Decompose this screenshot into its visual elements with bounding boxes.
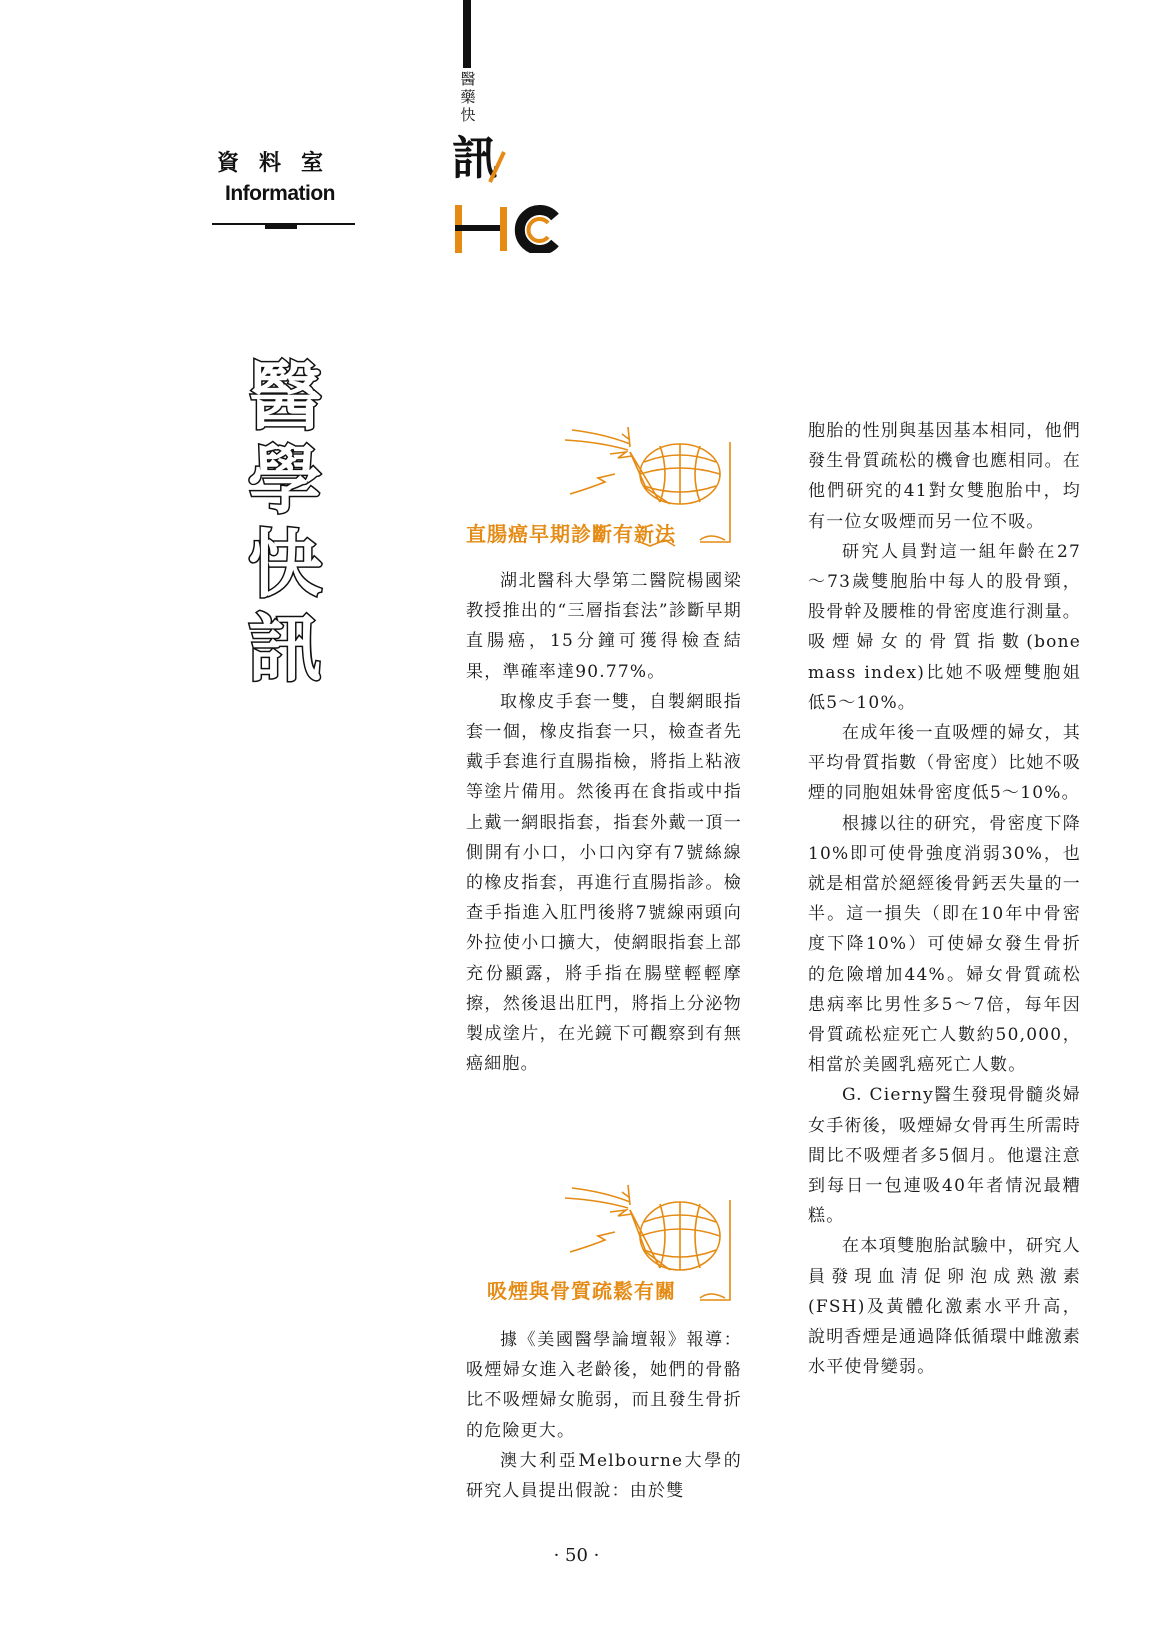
- main-title-char: 訊: [248, 606, 322, 692]
- logo-mark-icon: [455, 205, 565, 253]
- logo-char: 醫: [460, 70, 476, 88]
- paragraph: 在成年後一直吸煙的婦女，其平均骨質指數（骨密度）比她不吸煙的同胞姐妹骨密度低5～10%。: [808, 723, 1081, 804]
- section-label-en: Information: [225, 182, 335, 205]
- main-title-char: 學: [248, 438, 322, 524]
- page-number: · 50 ·: [553, 1545, 600, 1566]
- logo-slash-icon: [486, 150, 508, 184]
- main-title: [240, 355, 330, 691]
- paragraph: 取橡皮手套一雙，自製網眼指套一個，橡皮指套一只，檢查者先戴手套進行直腸指檢，將指上粘液等塗片備用。然後再在食指或中指上戴一網眼指套，指套外戴一頂一側開有小口，小口內穿有7號絲線的橡皮指套，再進行直腸指診。檢查手指進入肛門後將7號線兩頭向外拉使小口擴大，使網眼指套上部充份顯露，將手指在腸壁輕輕摩擦，然後退出肛門，將指上分泌物製成塗片，在光鏡下可觀察到有無癌細胞。: [466, 691, 742, 1075]
- paragraph: 據《美國醫學論壇報》報導：吸煙婦女進入老齡後，她們的骨骼比不吸煙婦女脆弱，而且發生骨折的危險更大。: [466, 1330, 742, 1441]
- paragraph: 在本項雙胞胎試驗中，研究人員發現血清促卵泡成熟激素(FSH)及黃體化激素水平升高，說明香煙是通過降低循環中雌激素水平使骨變弱。: [808, 1236, 1081, 1378]
- logo-char: 藥: [460, 88, 476, 106]
- article1-body: [466, 566, 742, 1079]
- article2-headline: 吸煙與骨質疏鬆有關: [487, 1279, 676, 1303]
- article1-headline: 直腸癌早期診斷有新法: [466, 522, 676, 546]
- paragraph: 湖北醫科大學第二醫院楊國梁教授推出的“三層指套法”診斷早期直腸癌，15分鐘可獲得檢查結果，準確率達90.77%。: [466, 571, 742, 682]
- article2-body: [466, 1325, 742, 1506]
- paragraph: 胞胎的性別與基因基本相同，他們發生骨質疏松的機會也應相同。在他們研究的41對女雙胞胎中，均有一位女吸煙而另一位不吸。: [808, 421, 1081, 532]
- logo-big-char: 訊: [452, 131, 498, 185]
- paragraph: 根據以往的研究，骨密度下降10%即可使骨強度消弱30%，也就是相當於絕經後骨鈣丟失量的一半。這一損失（即在10年中骨密度下降10%）可使婦女發生骨折的危險增加44%。婦女骨質疏松患病率比男性多5～7倍，每年因骨質疏松症死亡人數約50,000，相當於美國乳癌死亡人數。: [808, 813, 1081, 1076]
- main-title-char: 醫: [248, 354, 322, 440]
- main-title-char: 快: [248, 522, 322, 608]
- logo-small-chars: [458, 70, 478, 124]
- paragraph: G. Cierny醫生發現骨髓炎婦女手術後，吸煙婦女骨再生所需時間比不吸煙者多5個月。他還注意到每日一包連吸40年者情況最糟糕。: [808, 1085, 1081, 1227]
- section-divider-tab: [265, 223, 297, 229]
- section-label-cn: 資料室: [216, 151, 343, 176]
- article2-continued: [808, 416, 1081, 1383]
- logo-bar: [463, 0, 471, 68]
- logo-char: 快: [460, 106, 476, 124]
- paragraph: 研究人員對這一組年齡在27～73歲雙胞胎中每人的股骨頸，股骨幹及腰椎的骨密度進行測量。吸煙婦女的骨質指數(bone mass index)比她不吸煙雙胞姐 低5～10%。: [808, 541, 1081, 713]
- paragraph: 澳大利亞Melbourne大學的研究人員提出假說：由於雙: [466, 1450, 742, 1502]
